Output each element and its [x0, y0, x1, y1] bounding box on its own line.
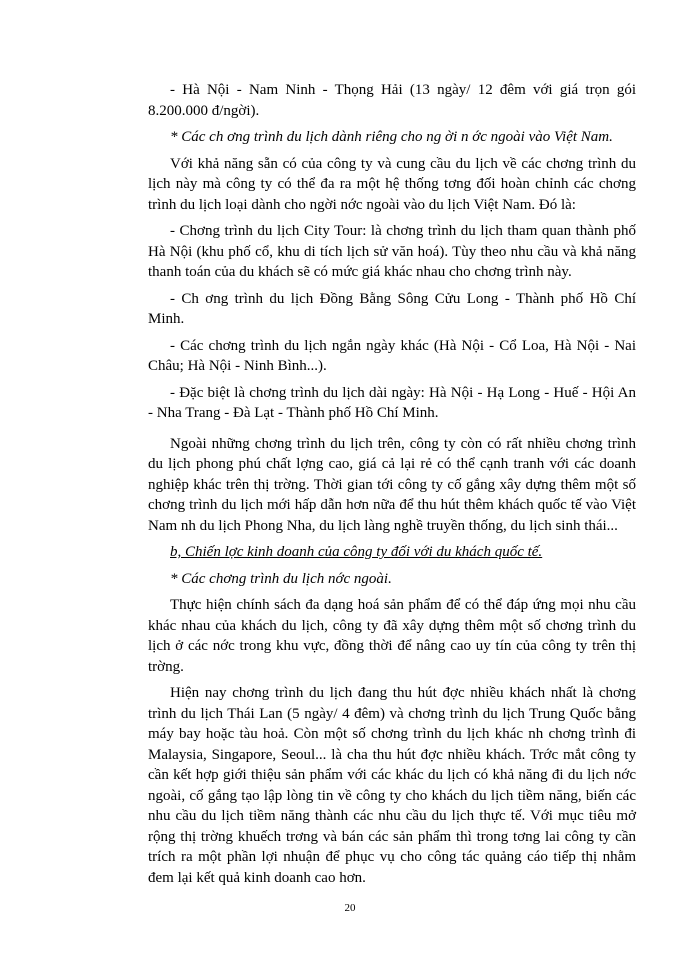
- paragraph-other-programs: Ngoài những chơng trình du lịch trên, công ty còn có rất nhiều chơng trình du lịch phong phú chất lợng cao, giá cả lại rẻ có thể cạnh tranh với các doanh nghiệp khác trên thị trờng. Thời gian tới công ty cố gắng xây dựng thêm một số chơng trình du lịch mới hấp dẫn hơn nữa để thu hút thêm khách quốc tế vào Việt Nam nh du lịch Phong Nha, du lịch làng nghề truyền thống, du lịch sinh thái...: [148, 435, 636, 534]
- paragraph-city-tour: - Chơng trình du lịch City Tour: là chơng trình du lịch tham quan thành phố Hà Nội (khu phố cổ, khu di tích lịch sử văn hoá). Tùy theo nhu cầu và khả năng thanh toán của du khách sẽ có mức giá khác nhau cho chơng trình này.: [148, 223, 636, 280]
- paragraph-route-hanoi-nanning-shanghai: - Hà Nội - Nam Ninh - Thọng Hải (13 ngày/ 12 đêm với giá trọn gói 8.200.000 đ/ngời).: [148, 82, 636, 119]
- paragraph-diversification: Thực hiện chính sách đa dạng hoá sản phẩm để có thể đáp ứng mọi nhu cầu khác nhau của khách du lịch, công ty đã xây dựng thêm một số chơng trình du lịch ở các nớc trong khu vực, đồng thời để nâng cao uy tín của công ty trên thị trờng.: [148, 597, 636, 675]
- page-number: 20: [344, 902, 356, 914]
- paragraph-company-capability: Với khả năng sẵn có của công ty và cung cầu du lịch về các chơng trình du lịch này mà công ty có thể đa ra một hệ thống tơng đối hoàn chỉnh các chơng trình du lịch loại dành cho ngời nớc ngoài vào du lịch Việt Nam. Đó là:: [148, 155, 636, 213]
- heading-strategy-international: b, Chiến lợc kinh doanh của công ty đối với du khách quốc tế.: [170, 544, 543, 560]
- paragraph-long-programs: - Đặc biệt là chơng trình du lịch dài ngày: Hà Nội - Hạ Long - Huế - Hội An - Nha Trang - Đà Lạt - Thành phố Hồ Chí Minh.: [148, 384, 636, 421]
- heading-outbound-programs: * Các chơng trình du lịch nớc ngoài.: [170, 570, 392, 587]
- paragraph-current-programs: Hiện nay chơng trình du lịch đang thu hút đợc nhiều khách nhất là chơng trình du lịch Thái Lan (5 ngày/ 4 đêm) và chơng trình du lịch Trung Quốc bằng máy bay hoặc tàu hoả. Còn một số chơng trình du lịch khác nh chơng trình đi Malaysia, Singapore, Seoul... là cha thu hút đợc nhiều khách. Trớc mắt công ty cần kết hợp giới thiệu sản phẩm với các khác du lịch có khả năng đi du lịch nớc ngoài, cố gắng tạo lập lòng tin về công ty cho khách du lịch tiềm năng, biến các nhu cầu du lịch tiềm năng thành các nhu cầu du lịch thực tế. Với mục tiêu mở rộng thị trờng khuếch trơng và bán các sản phẩm thì trong tơng lai công ty cần trích ra một phần lợi nhuận để phục vụ cho công tác quảng cáo tiếp thị nhằm đem lại kết quả kinh doanh cao hơn.: [148, 685, 636, 886]
- paragraph-short-programs: - Các chơng trình du lịch ngắn ngày khác (Hà Nội - Cổ Loa, Hà Nội - Nai Châu; Hà Nội - Ninh Bình...).: [148, 337, 636, 374]
- paragraph-mekong-delta: - Ch ơng trình du lịch Đồng Bằng Sông Cửu Long - Thành phố Hồ Chí Minh.: [148, 290, 636, 327]
- document-page: [148, 80, 636, 888]
- heading-inbound-programs: * Các ch ơng trình du lịch dành riêng cho ng ời n ớc ngoài vào Việt Nam.: [170, 129, 613, 145]
